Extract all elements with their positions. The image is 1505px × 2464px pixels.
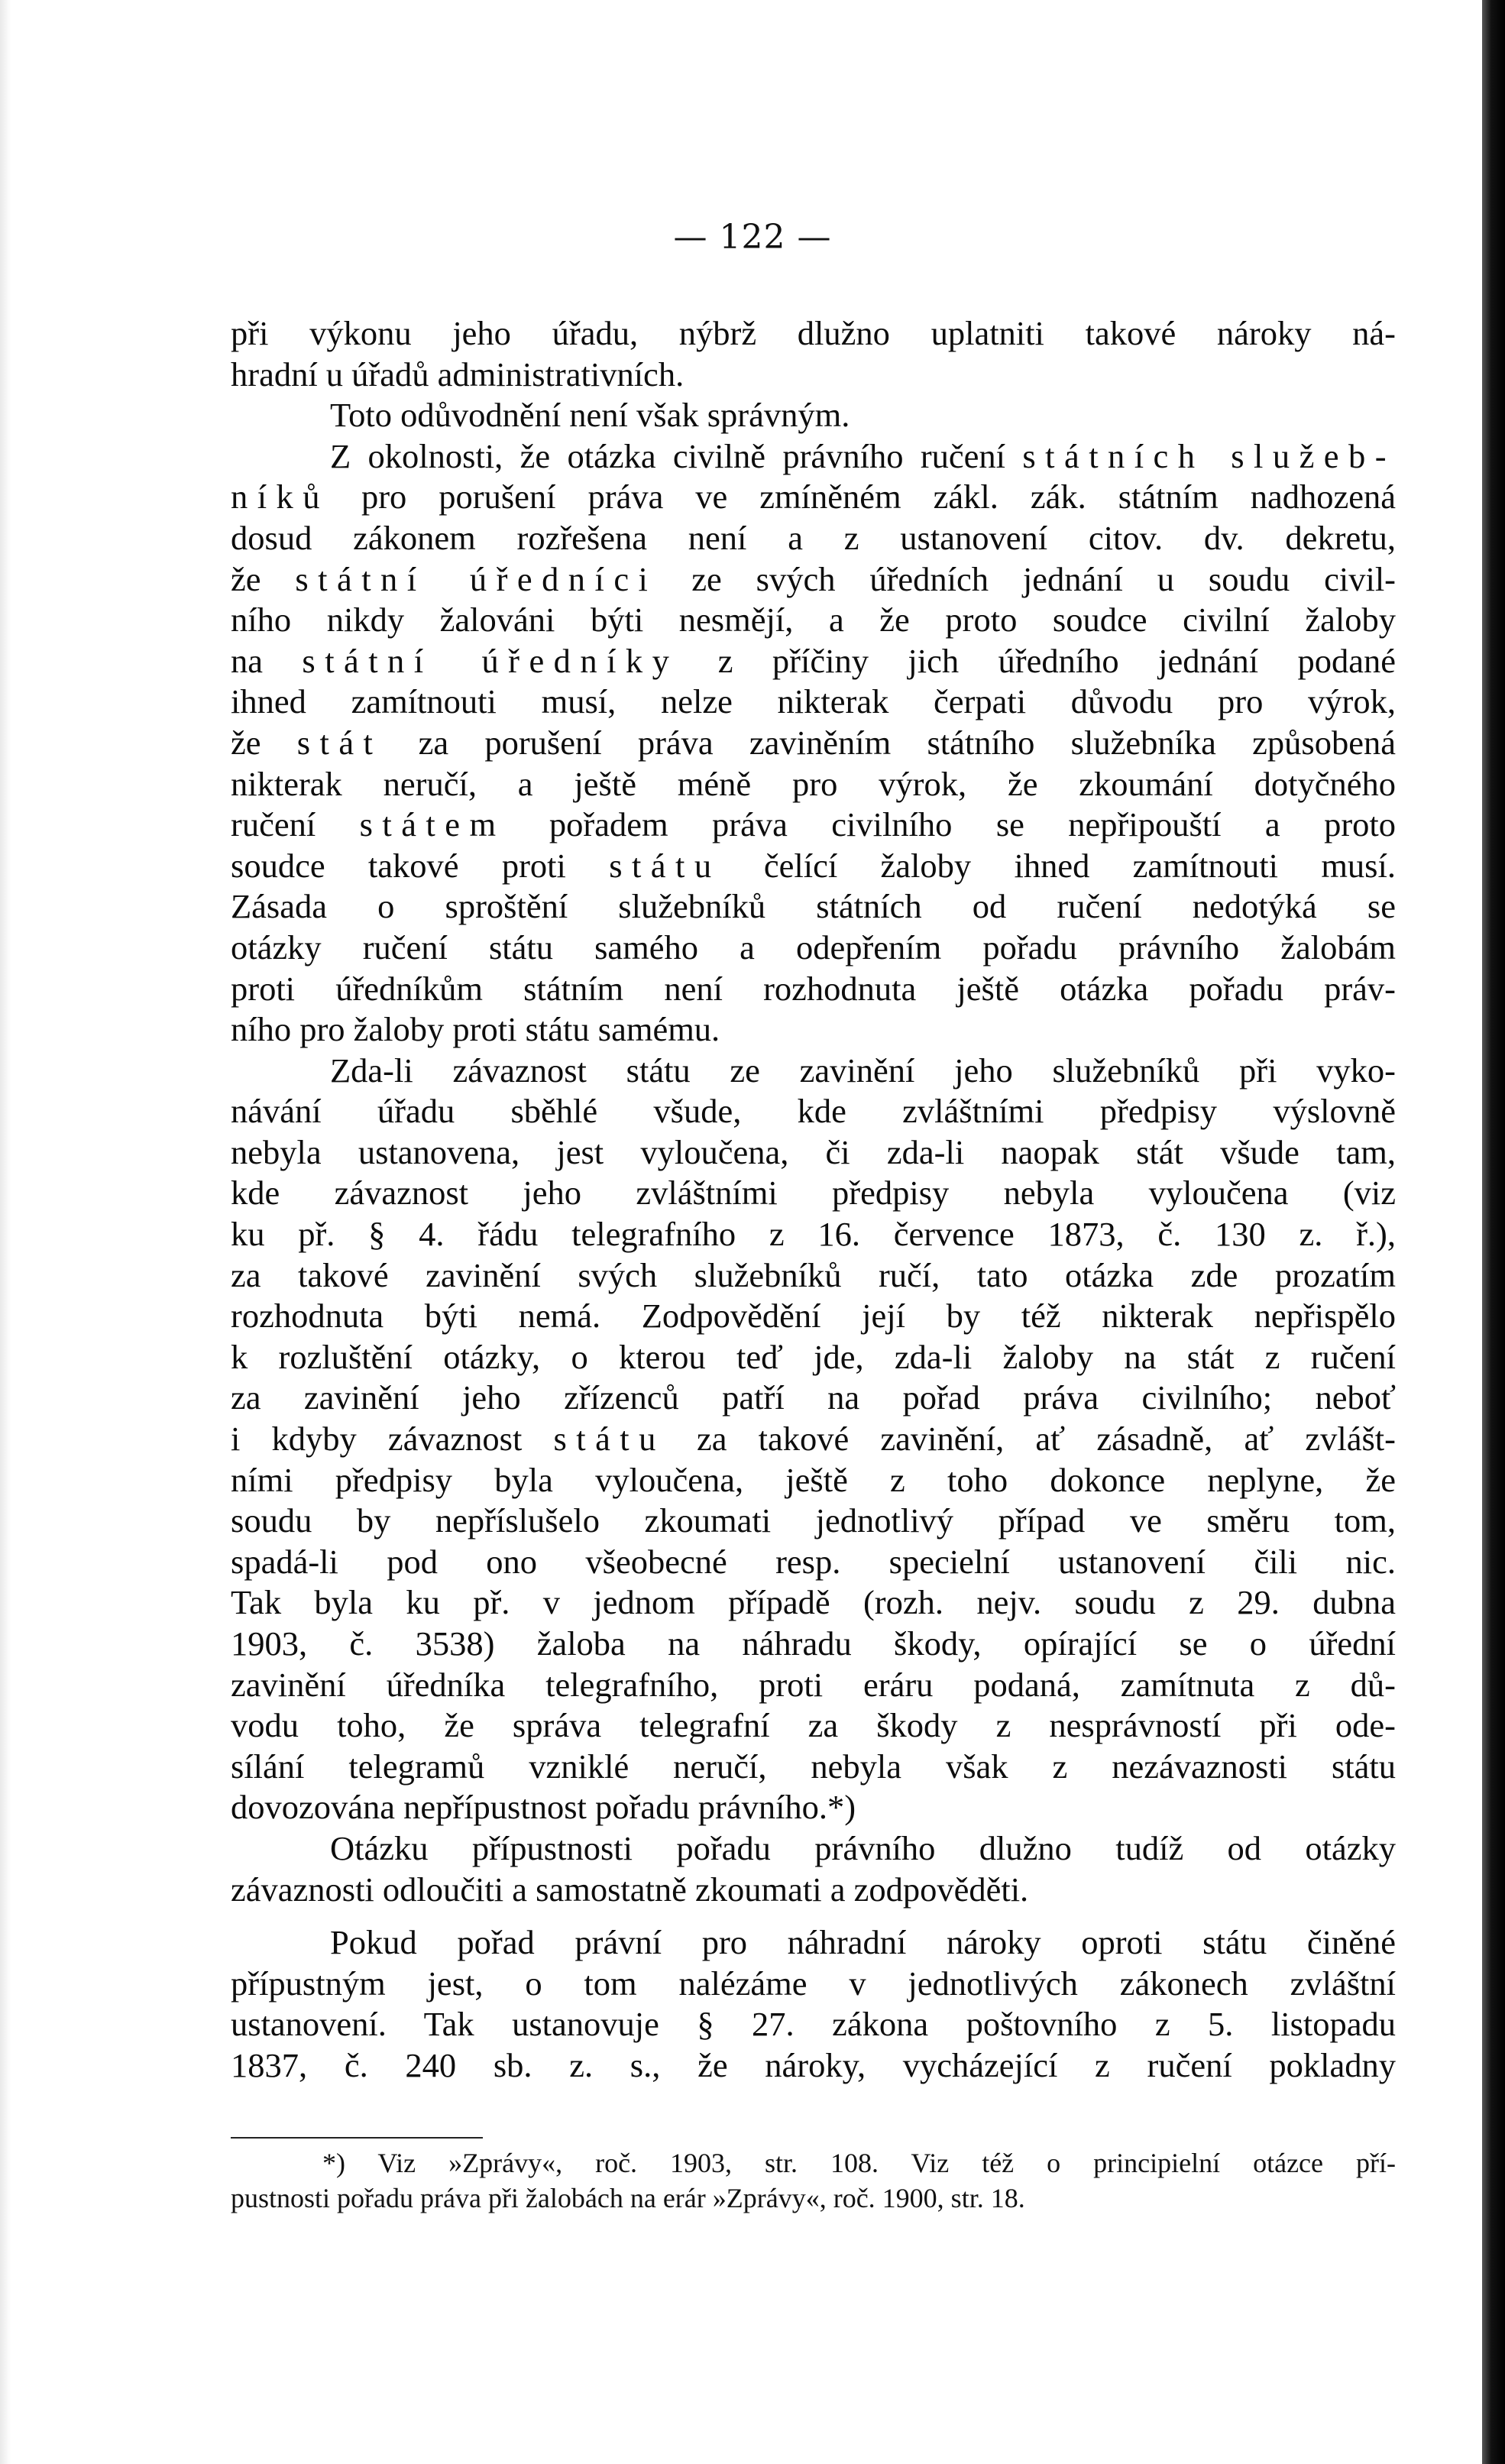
text-line: nebyla ustanovena, jest vyloučena, či zda-li naopak stát všude tam, <box>231 1132 1396 1171</box>
footnote-line: *) Viz »Zprávy«, roč. 1903, str. 108. Viz též o principielní otázce pří- <box>322 2148 1396 2178</box>
spaced-emphasis: státu <box>553 1420 665 1459</box>
text-line <box>231 477 1396 518</box>
text-line: ního pro žaloby proti státu samému. <box>231 1010 720 1049</box>
page-right-edge-shadow <box>1482 0 1505 2464</box>
footnote-line: pustnosti pořadu práva při žalobách na erár »Zprávy«, roč. 1900, str. 18. <box>231 2183 1025 2213</box>
text-line: sílání telegramů vzniklé neručí, nebyla však z nezávaznosti státu <box>231 1747 1396 1786</box>
text-line: nikterak neručí, a ještě méně pro výrok, že zkoumání dotyčného <box>231 764 1396 803</box>
text-line: zavinění úředníka telegrafního, proti eráru podaná, zamítnuta z dů- <box>231 1665 1396 1704</box>
text-line: ustanovení. Tak ustanovuje § 27. zákona poštovního z 5. listopadu <box>231 2005 1396 2044</box>
footnote-divider <box>231 2137 483 2139</box>
text-span: soudce takové proti <box>231 846 610 885</box>
page-left-edge <box>0 0 11 2464</box>
text-line: závaznosti odloučiti a samostatně zkoumati a zodpověděti. <box>231 1870 1029 1909</box>
footnote <box>231 2145 1396 2216</box>
text-span: na <box>231 641 303 680</box>
spaced-emphasis: státní úředníky <box>302 641 679 680</box>
text-line: ními předpisy byla vyloučena, ještě z toho dokonce neplyne, že <box>231 1460 1396 1499</box>
text-line: přípustným jest, o tom nalézáme v jednotlivých zákonech zvláštní <box>231 1964 1396 2003</box>
text-span: z příčiny jich úředního jednání podané <box>678 641 1396 680</box>
text-line: Tak byla ku př. v jednom případě (rozh. nejv. soudu z 29. dubna <box>231 1583 1396 1622</box>
text-line: kde závaznost jeho zvláštními předpisy nebyla vyloučena (viz <box>231 1174 1396 1213</box>
text-span: že <box>231 723 297 762</box>
text-line <box>231 1419 1396 1460</box>
text-span: pro porušení práva ve zmíněném zákl. zák. státním nadhozená <box>329 478 1396 516</box>
text-span: že <box>231 559 296 598</box>
text-line: ihned zamítnouti musí, nelze nikterak čerpati důvodu pro výrok, <box>231 682 1396 721</box>
text-line <box>231 436 1396 478</box>
text-span: i kdyby závaznost <box>231 1420 554 1459</box>
text-line: ního nikdy žalováni býti nesmějí, a že proto soudce civilní žaloby <box>231 601 1396 639</box>
page-number: — 122 — <box>673 218 832 257</box>
spaced-emphasis: státu <box>609 846 721 885</box>
text-line: hradní u úřadů administrativních. <box>231 355 685 393</box>
text-line <box>231 641 1396 682</box>
text-line: za zavinění jeho zřízenců patří na pořad práva civilního; neboť <box>231 1378 1396 1417</box>
text-span: čelící žaloby ihned zamítnouti musí. <box>720 846 1396 885</box>
text-line: Pokud pořad právní pro náhradní nároky oproti státu činěné <box>330 1923 1396 1962</box>
text-line: dosud zákonem rozřešena není a z ustanovení citov. dv. dekretu, <box>231 518 1396 557</box>
text-line: ku př. § 4. řádu telegrafního z 16. července 1873, č. 130 z. ř.), <box>231 1215 1396 1254</box>
spaced-emphasis: stát <box>296 723 383 762</box>
text-line <box>231 846 1396 887</box>
text-line: 1837, č. 240 sb. z. s., že nároky, vycházející z ručení pokladny <box>231 2045 1396 2084</box>
text-line: dovozována nepřípustnost pořadu právního.*) <box>231 1788 856 1827</box>
spaced-emphasis: státní úředníci <box>295 559 658 598</box>
text-line: rozhodnuta býti nemá. Zodpovědění její by též nikterak nepřispělo <box>231 1297 1396 1336</box>
text-line <box>231 723 1396 764</box>
spaced-emphasis: státem <box>359 805 506 844</box>
text-line <box>231 559 1396 601</box>
text-line: při výkonu jeho úřadu, nýbrž dlužno uplatniti takové nároky ná- <box>231 314 1396 352</box>
text-line: k rozluštění otázky, o kterou teď jde, zda-li žaloby na stát z ručení <box>231 1337 1396 1376</box>
text-line: proti úředníkům státním není rozhodnuta ještě otázka pořadu práv- <box>231 969 1396 1008</box>
text-line: Toto odůvodnění není však správným. <box>330 396 850 435</box>
text-span: ručení <box>231 805 360 844</box>
text-line: 1903, č. 3538) žaloba na náhradu škody, opírající se o úřední <box>231 1624 1396 1663</box>
spaced-emphasis: státních služeb- <box>1022 436 1396 475</box>
text-line: soudu by nepříslušelo zkoumati jednotlivý případ ve směru tom, <box>231 1501 1396 1540</box>
spaced-emphasis: níků <box>231 478 329 516</box>
text-line: za takové zavinění svých služebníků ručí, tato otázka zde prozatím <box>231 1255 1396 1294</box>
text-line: vodu toho, že správa telegrafní za škody z nesprávností při ode- <box>231 1706 1396 1745</box>
text-line: Zásada o sproštění služebníků státních od ručení nedotýká se <box>231 887 1396 926</box>
text-span: pořadem práva civilního se nepřipouští a proto <box>505 805 1396 844</box>
text-line: návání úřadu sběhlé všude, kde zvláštními předpisy výslovně <box>231 1092 1396 1131</box>
text-line: otázky ručení státu samého a odepřením pořadu právního žalobám <box>231 928 1396 966</box>
text-span: ze svých úředních jednání u soudu civil- <box>657 559 1397 598</box>
text-line: Zda-li závaznost státu ze zavinění jeho služebníků při vyko- <box>330 1051 1396 1090</box>
text-span: Z okolnosti, že otázka civilně právního ručení <box>330 436 1023 475</box>
text-span: za porušení práva zaviněním státního služebníka způsobená <box>382 723 1396 762</box>
text-span: za takové zavinění, ať zásadně, ať zvlášt- <box>665 1420 1396 1459</box>
text-line <box>231 805 1396 846</box>
text-line: Otázku přípustnosti pořadu právního dlužno tudíž od otázky <box>330 1828 1396 1867</box>
body-text <box>231 313 1396 2087</box>
text-line: spadá-li pod ono všeobecné resp. specielní ustanovení čili nic. <box>231 1542 1396 1581</box>
